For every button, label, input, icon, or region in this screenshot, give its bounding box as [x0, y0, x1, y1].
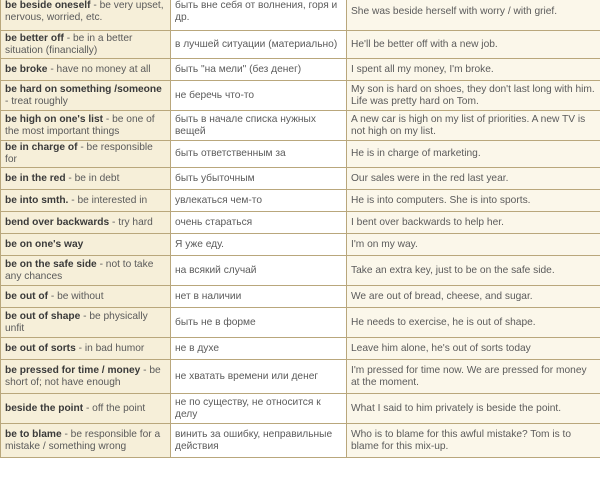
phrase-text: be better off	[5, 32, 64, 44]
meaning-text: - be very upset, nervous, worried, etc.	[5, 0, 164, 23]
example-cell: Leave him alone, he's out of sorts today	[347, 338, 600, 360]
example-cell: My son is hard on shoes, they don't last long with him. Life was pretty hard on Tom.	[347, 81, 600, 111]
phrase-text: be beside oneself	[5, 0, 91, 11]
translation-cell: быть не в форме	[171, 308, 347, 338]
meaning-text: - try hard	[112, 216, 153, 228]
phrase-text: be out of	[5, 290, 49, 302]
example-cell: He is into computers. She is into sports.	[347, 190, 600, 212]
meaning-text: - be physically unfit	[5, 310, 148, 334]
phrase-cell	[1, 256, 171, 286]
meaning-text: - not to take any chances	[5, 258, 154, 282]
meaning-text: - be interested in	[71, 194, 148, 206]
example-cell: Take an extra key, just to be on the safe side.	[347, 256, 600, 286]
table-row	[1, 394, 600, 424]
phrase-text: bend over backwards	[5, 216, 110, 228]
phrase-text: be in the red	[5, 172, 66, 184]
translation-cell: очень стараться	[171, 212, 347, 234]
translation-cell: быть убыточным	[171, 168, 347, 190]
example-cell: Who is to blame for this awful mistake? Tom is to blame for this mix-up.	[347, 424, 600, 458]
example-cell: A new car is high on my list of priorities. A new TV is not high on my list.	[347, 111, 600, 141]
phrase-text: be broke	[5, 63, 48, 75]
table-row	[1, 212, 600, 234]
phrase-text: be out of sorts	[5, 342, 76, 354]
meaning-text: - off the point	[85, 402, 146, 414]
phrase-cell	[1, 59, 171, 81]
table-row	[1, 0, 600, 31]
meaning-text: - be responsible for a mistake / something wrong	[5, 428, 161, 452]
meaning-text: - be short of; not have enough	[5, 364, 161, 388]
table-row	[1, 59, 600, 81]
example-cell: He'll be better off with a new job.	[347, 31, 600, 59]
table-row	[1, 111, 600, 141]
phrase-cell	[1, 234, 171, 256]
translation-cell: винить за ошибку, неправильные действия	[171, 424, 347, 458]
translation-cell: быть в начале списка нужных вещей	[171, 111, 347, 141]
phrase-cell	[1, 360, 171, 394]
example-cell: We are out of bread, cheese, and sugar.	[347, 286, 600, 308]
table-row	[1, 31, 600, 59]
phrase-cell	[1, 190, 171, 212]
table-row	[1, 308, 600, 338]
example-cell: I'm on my way.	[347, 234, 600, 256]
phrase-cell	[1, 111, 171, 141]
phrase-text: be into smth.	[5, 194, 69, 206]
phrase-text: beside the point	[5, 402, 84, 414]
phrase-cell	[1, 308, 171, 338]
phrase-cell	[1, 168, 171, 190]
phrase-text: be high on one's list	[5, 113, 104, 125]
example-cell: What I said to him privately is beside the point.	[347, 394, 600, 424]
meaning-text: - be without	[50, 290, 104, 302]
translation-cell: Я уже еду.	[171, 234, 347, 256]
translation-cell: не в духе	[171, 338, 347, 360]
example-cell: He is in charge of marketing.	[347, 141, 600, 168]
meaning-text: - be one of the most important things	[5, 113, 155, 137]
table-row	[1, 360, 600, 394]
phrase-text: be hard on something /someone	[5, 83, 162, 95]
example-cell: I bent over backwards to help her.	[347, 212, 600, 234]
phrase-cell	[1, 286, 171, 308]
example-cell: I spent all my money, I'm broke.	[347, 59, 600, 81]
phrase-text: be pressed for time / money	[5, 364, 141, 376]
meaning-text: - have no money at all	[50, 63, 151, 75]
phrase-text: be to blame	[5, 428, 62, 440]
translation-cell: быть вне себя от волнения, горя и др.	[171, 0, 347, 31]
phrase-text: be on one's way	[5, 238, 84, 250]
translation-cell: не по существу, не относится к делу	[171, 394, 347, 424]
table-row	[1, 234, 600, 256]
translation-cell: не хватать времени или денег	[171, 360, 347, 394]
table-row	[1, 286, 600, 308]
phrase-cell	[1, 141, 171, 168]
meaning-text: - be in debt	[68, 172, 120, 184]
phrase-cell	[1, 212, 171, 234]
table-row	[1, 141, 600, 168]
translation-cell: быть "на мели" (без денег)	[171, 59, 347, 81]
example-cell: Our sales were in the red last year.	[347, 168, 600, 190]
translation-cell: в лучшей ситуации (материально)	[171, 31, 347, 59]
phrase-cell	[1, 424, 171, 458]
table-row	[1, 190, 600, 212]
translation-cell: нет в наличии	[171, 286, 347, 308]
phrase-text: be out of shape	[5, 310, 81, 322]
translation-cell: быть ответственным за	[171, 141, 347, 168]
meaning-text: - in bad humor	[78, 342, 145, 354]
idioms-table-body	[1, 0, 600, 458]
translation-cell: увлекаться чем-то	[171, 190, 347, 212]
phrase-cell	[1, 394, 171, 424]
table-row	[1, 424, 600, 458]
meaning-text: - be in a better situation (financially)	[5, 32, 133, 56]
meaning-text: - be responsible for	[5, 142, 153, 165]
translation-cell: не беречь что-то	[171, 81, 347, 111]
table-row	[1, 168, 600, 190]
phrase-text: be on the safe side	[5, 258, 97, 270]
table-row	[1, 81, 600, 111]
phrase-cell	[1, 338, 171, 360]
phrase-cell	[1, 31, 171, 59]
example-cell: He needs to exercise, he is out of shape.	[347, 308, 600, 338]
phrase-cell	[1, 0, 171, 31]
example-cell: I'm pressed for time now. We are pressed for money at the moment.	[347, 360, 600, 394]
example-cell: She was beside herself with worry / with grief.	[347, 0, 600, 31]
phrase-text: be in charge of	[5, 142, 78, 153]
phrase-cell	[1, 81, 171, 111]
translation-cell: на всякий случай	[171, 256, 347, 286]
table-row	[1, 256, 600, 286]
table-row	[1, 338, 600, 360]
meaning-text: - treat roughly	[5, 95, 68, 107]
